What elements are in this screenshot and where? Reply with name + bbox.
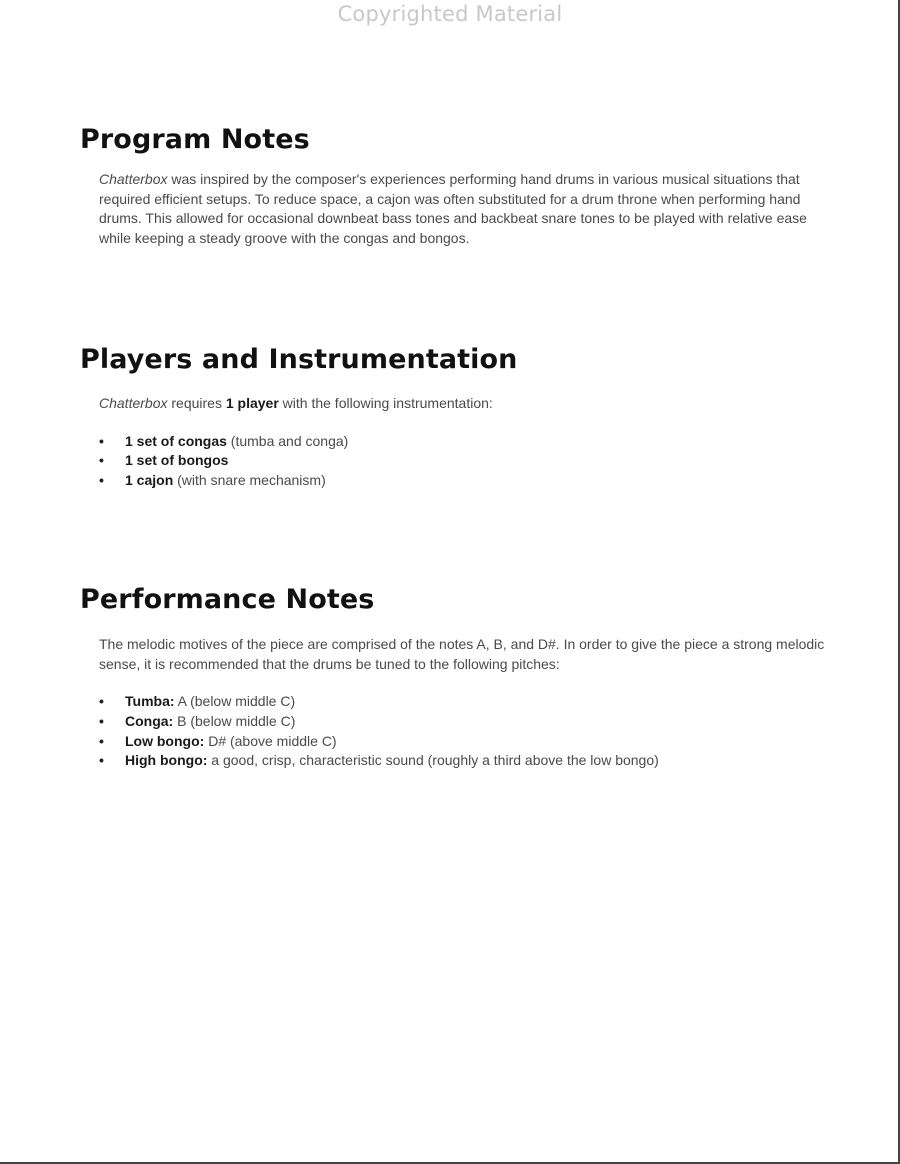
copyright-watermark: Copyrighted Material	[337, 2, 563, 26]
work-title: Chatterbox	[99, 171, 168, 187]
program-notes-section	[80, 124, 840, 248]
instrument-name: 1 set of congas	[125, 432, 227, 449]
performance-notes-body	[99, 635, 840, 771]
players-section	[80, 344, 840, 491]
instrument-detail: (tumba and conga)	[226, 432, 349, 449]
drum-name: Tumba:	[125, 693, 175, 709]
list-item	[99, 732, 840, 752]
program-notes-text: was inspired by the composer's experiences performing hand drums in various musical situations that required efficient setups. To reduce space, a cajon was often substituted for a drum throne when performing hand drums. This allowed for occasional downbeat bass tones and backbeat snare tones to be played with relative ease while keeping a steady groove with the congas and bongos.	[99, 171, 807, 246]
instrument-name: 1 cajon	[125, 472, 174, 489]
program-notes-heading: Program Notes	[80, 124, 310, 155]
program-notes-body	[99, 170, 840, 248]
instrument-name: 1 set of bongos	[125, 452, 229, 469]
work-title: Chatterbox	[99, 395, 168, 411]
drum-pitch: B (below middle C)	[173, 712, 296, 729]
performance-notes-section	[80, 584, 840, 771]
tuning-list	[99, 692, 840, 771]
drum-pitch: a good, crisp, characteristic sound (roughly a third above the low bongo)	[207, 752, 659, 769]
drum-name: Low bongo:	[125, 732, 205, 749]
drum-pitch: A (below middle C)	[174, 693, 296, 709]
players-body	[99, 394, 840, 491]
list-item	[99, 432, 840, 452]
list-item	[99, 712, 840, 732]
players-intro	[99, 394, 840, 414]
drum-name: Conga:	[125, 712, 174, 729]
players-intro-tail: with the following instrumentation:	[278, 395, 493, 411]
list-item	[99, 451, 840, 471]
instrument-detail: (with snare mechanism)	[173, 472, 326, 489]
list-item	[99, 751, 840, 771]
instrument-list	[99, 432, 840, 491]
drum-name: High bongo:	[125, 752, 208, 769]
program-notes-paragraph	[99, 170, 840, 248]
performance-notes-paragraph: The melodic motives of the piece are comprised of the notes A, B, and D#. In order to give the piece a strong melodic sense, it is recommended that the drums be tuned to the following pitches:	[99, 636, 825, 672]
list-item	[99, 471, 840, 491]
players-intro-text: requires	[167, 395, 226, 411]
list-item	[99, 692, 840, 712]
performance-notes-heading: Performance Notes	[80, 584, 375, 615]
player-count: 1 player	[225, 395, 279, 411]
drum-pitch: D# (above middle C)	[204, 732, 337, 749]
players-heading: Players and Instrumentation	[80, 344, 518, 375]
